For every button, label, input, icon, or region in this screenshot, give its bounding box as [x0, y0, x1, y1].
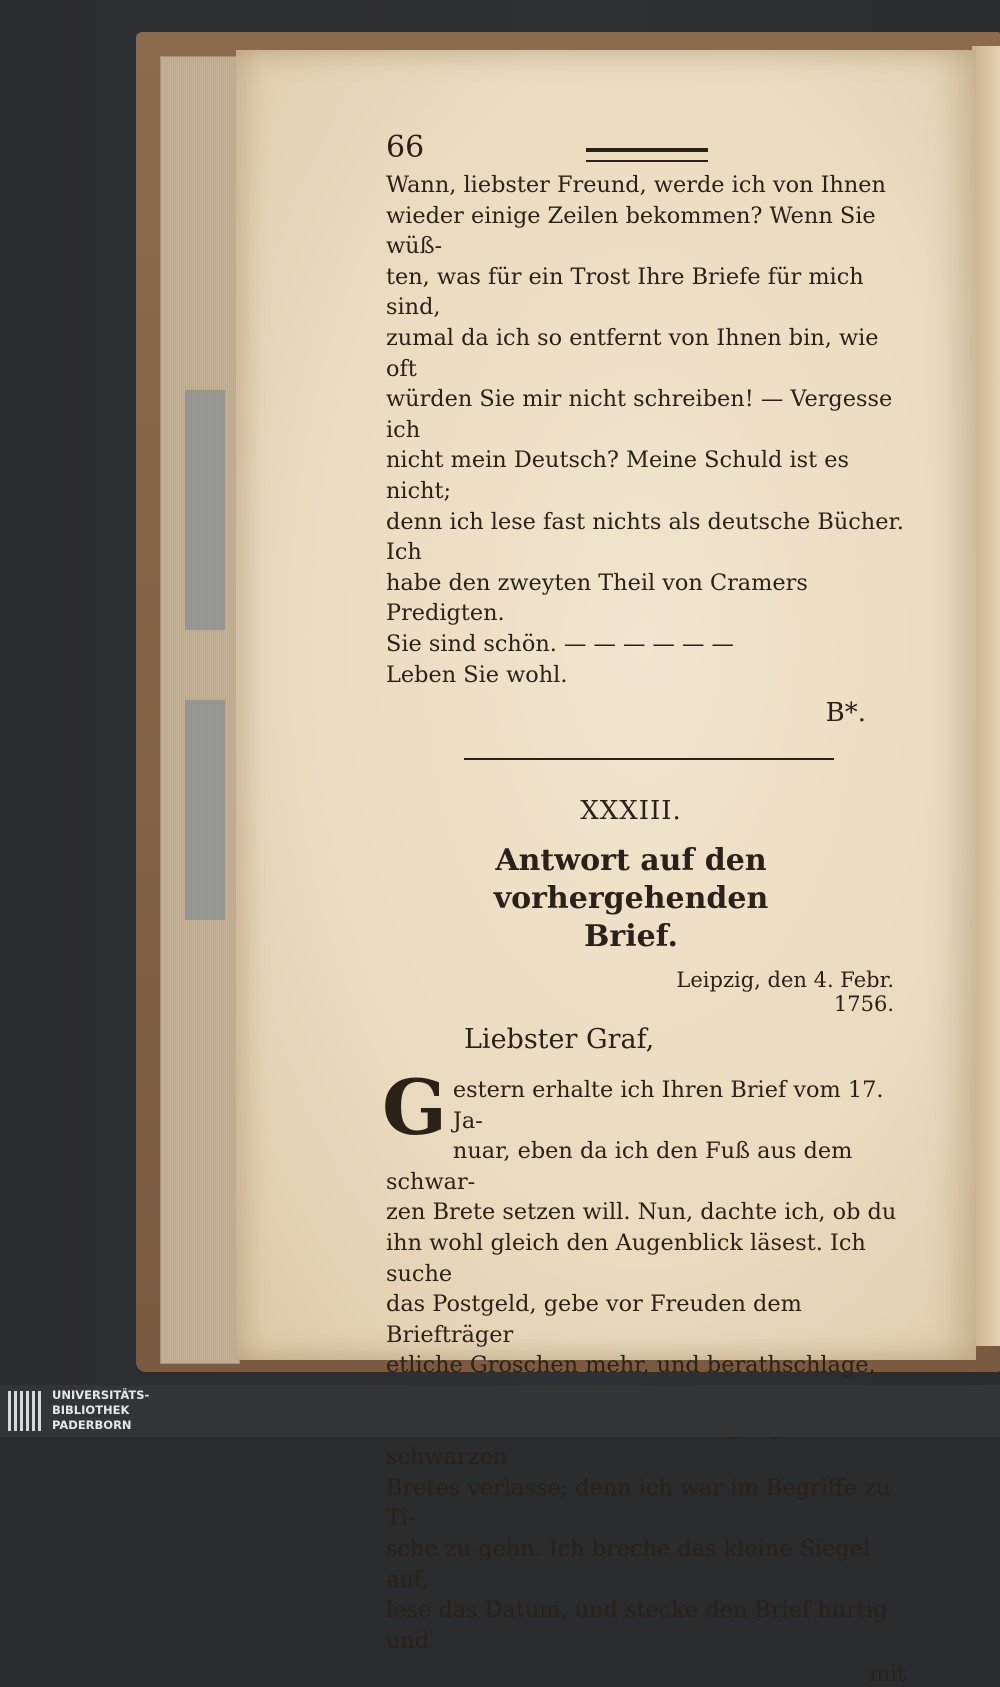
header-ornament-rule: [586, 148, 708, 162]
chapter-title: Antwort auf den vorhergehenden Brief.: [493, 843, 769, 955]
section-divider: [464, 758, 834, 760]
library-footer: [0, 1385, 1000, 1437]
page-header: [386, 120, 906, 170]
letter-closing-text: Wann, liebster Freund, werde ich von Ihnen wieder einige Zeilen bekommen? Wenn Sie wüß- ten, was für ein Trost Ihre Briefe für mich sind, zumal da ich so entfernt von Ihnen bin, wie oft würden Sie mir nicht schreiben! — Vergesse ich nicht mein Deutsch? Meine Schuld ist es nicht; denn ich lese fast nichts als deutsche Bücher. Ich habe den zweyten Theil von Cramers Predigten. Sie sind schön. — — — — — — Leben Sie wohl.: [386, 172, 904, 688]
chapter-number: XXXIII.: [580, 796, 682, 827]
letter-signature: B*.: [825, 698, 866, 729]
salutation: Liebster Graf,: [464, 1024, 655, 1056]
page-number: 66: [386, 130, 425, 165]
page-content: [382, 120, 906, 1687]
place-date: Leipzig, den 4. Febr. 1756.: [676, 968, 894, 1017]
letter-text: estern erhalte ich Ihren Brief vom 17. Ja- nuar, eben da ich den Fuß aus dem schwar- zen Brete setzen will. Nun, dachte ich, ob du ihn wohl gleich den Augenblick läsest. Ich suche das Postgeld, gebe vor Freuden dem Briefträger etliche Groschen mehr, und berathschlage, schwarzen Bretes verlasse; denn ich war im Begriffe zu Ti- sche zu gehn. Ich breche das kleine Siegel auf, lese das Datum, und stecke den Brief hurtig und: [386, 1077, 897, 1654]
edge-stain: [185, 390, 225, 630]
facing-page-edge: [972, 46, 1000, 1346]
library-logo-icon: [8, 1391, 42, 1431]
drop-initial: G: [382, 1063, 447, 1153]
edge-stain: [185, 700, 225, 920]
library-name: UNIVERSITÄTS- BIBLIOTHEK PADERBORN: [52, 1388, 150, 1432]
letter-body: [382, 1063, 906, 1656]
catchword: mit: [869, 1662, 906, 1687]
